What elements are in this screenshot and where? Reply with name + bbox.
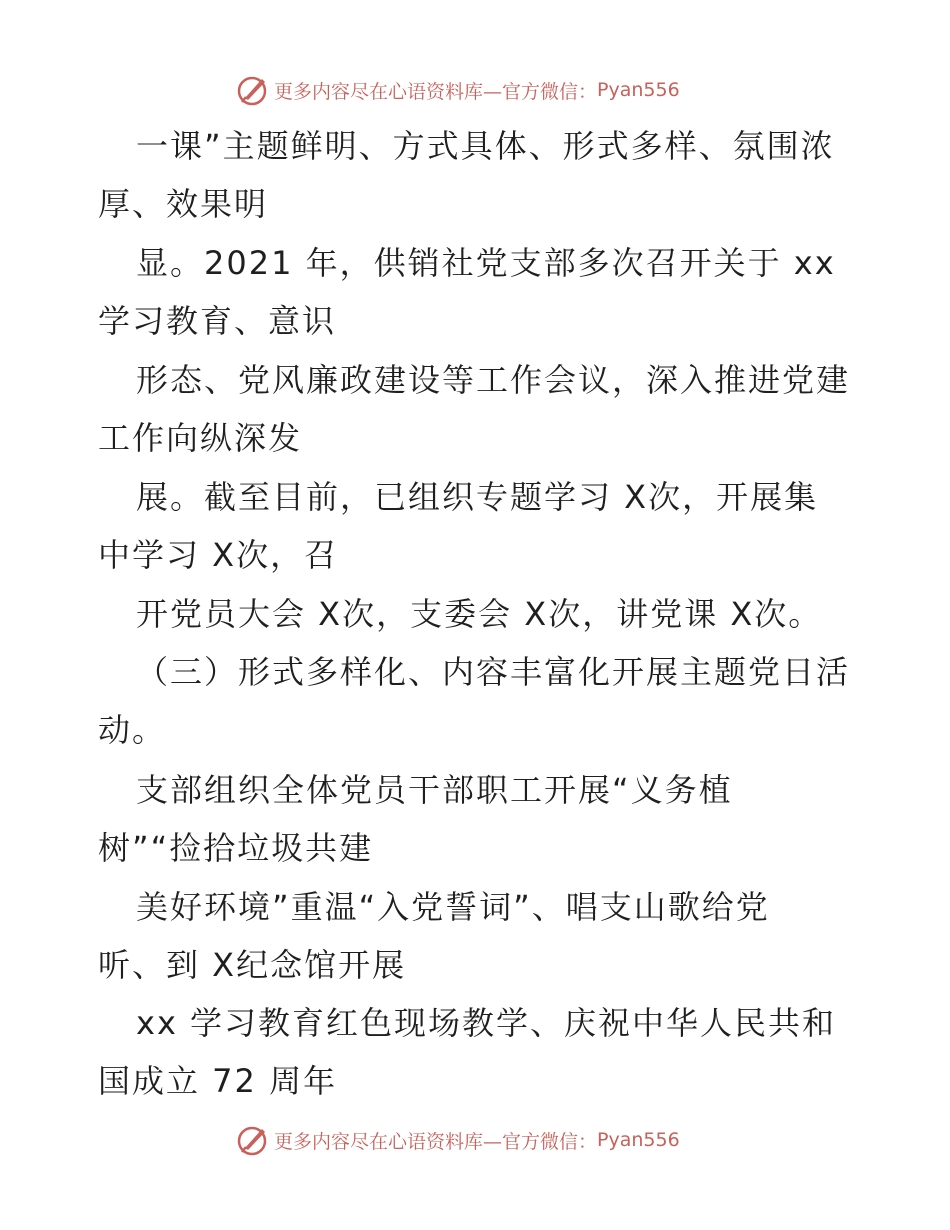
text-line: 工作向纵深发 <box>98 419 303 457</box>
text-line: xx 学习教育红色现场教学、庆祝中华人民共和 <box>136 1004 837 1042</box>
quill-logo-icon <box>236 1123 270 1157</box>
section-heading: （三）形式多样化、内容丰富化开展主题党日活 <box>136 653 851 691</box>
text-line: 树”“捡拾垃圾共建 <box>98 829 374 867</box>
text-line: 显。2021 年，供销社党支部多次召开关于 xx <box>136 244 836 282</box>
text-line: 听、到 X纪念馆开展 <box>98 946 407 984</box>
text-line: 学习教育、意识 <box>98 302 337 340</box>
text-line: 国成立 72 周年 <box>98 1062 338 1100</box>
text-line: 开党员大会 X次，支委会 X次，讲党课 X次。 <box>136 595 823 633</box>
watermark-text: 更多内容尽在心语资料库—官方微信： <box>274 80 598 103</box>
watermark-text: 更多内容尽在心语资料库—官方微信： <box>274 1130 598 1153</box>
watermark-contact: Pyan556 <box>597 79 680 101</box>
text-line: 一课”主题鲜明、方式具体、形式多样、氛围浓 <box>136 127 835 165</box>
text-line: 中学习 X次，召 <box>98 536 339 574</box>
text-line: 形态、党风廉政建设等工作会议，深入推进党建 <box>136 361 851 399</box>
watermark-contact: Pyan556 <box>597 1129 680 1151</box>
text-line: 厚、效果明 <box>98 185 269 223</box>
text-line: 动。 <box>98 711 167 749</box>
text-line: 支部组织全体党员干部职工开展“义务植 <box>136 771 733 809</box>
header-watermark <box>236 72 680 108</box>
footer-watermark <box>236 1122 680 1158</box>
text-line: 美好环境”重温“入党誓词”、唱支山歌给党 <box>136 888 770 926</box>
text-line: 展。截至目前，已组织专题学习 X次，开展集 <box>136 478 819 516</box>
quill-logo-icon <box>236 73 270 107</box>
